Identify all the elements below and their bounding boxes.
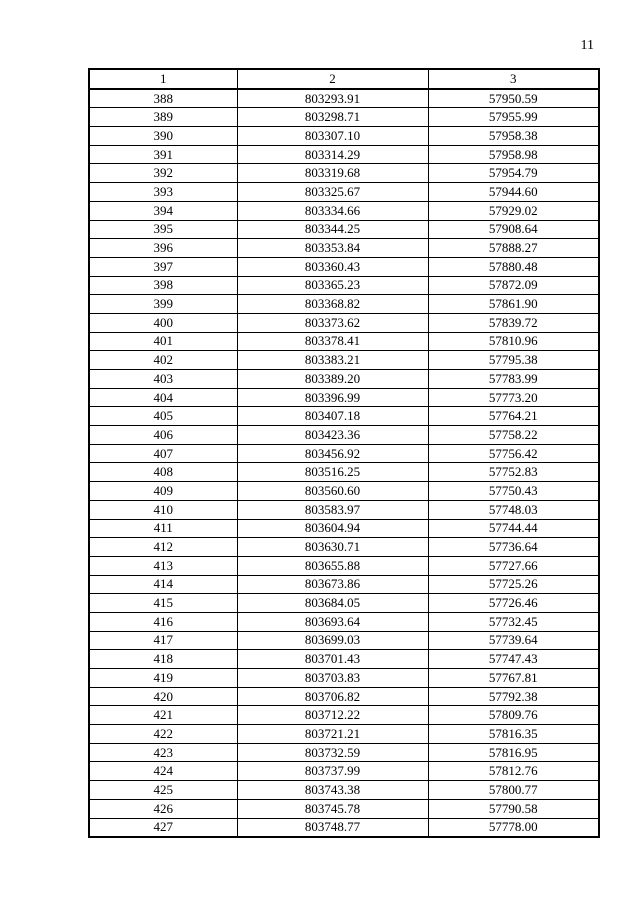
y-coordinate-cell: 57929.02	[428, 201, 599, 220]
table-row	[89, 127, 599, 146]
table-row	[89, 725, 599, 744]
y-coordinate-cell: 57809.76	[428, 706, 599, 725]
x-coordinate-cell: 803368.82	[237, 295, 428, 314]
table-row	[89, 388, 599, 407]
table-row	[89, 407, 599, 426]
y-coordinate-cell: 57792.38	[428, 687, 599, 706]
table-row	[89, 164, 599, 183]
table-row	[89, 220, 599, 239]
x-coordinate-cell: 803383.21	[237, 351, 428, 370]
point-number-cell: 418	[89, 650, 237, 669]
y-coordinate-cell: 57958.38	[428, 127, 599, 146]
y-coordinate-cell: 57739.64	[428, 631, 599, 650]
y-coordinate-cell: 57732.45	[428, 612, 599, 631]
x-coordinate-cell: 803703.83	[237, 669, 428, 688]
point-number-cell: 410	[89, 500, 237, 519]
y-coordinate-cell: 57954.79	[428, 164, 599, 183]
y-coordinate-cell: 57744.44	[428, 519, 599, 538]
point-number-cell: 426	[89, 799, 237, 818]
y-coordinate-cell: 57725.26	[428, 575, 599, 594]
point-number-cell: 419	[89, 669, 237, 688]
point-number-cell: 405	[89, 407, 237, 426]
table-row	[89, 89, 599, 108]
x-coordinate-cell: 803423.36	[237, 426, 428, 445]
x-coordinate-cell: 803693.64	[237, 612, 428, 631]
point-number-cell: 394	[89, 201, 237, 220]
x-coordinate-cell: 803319.68	[237, 164, 428, 183]
y-coordinate-cell: 57750.43	[428, 482, 599, 501]
point-number-cell: 407	[89, 444, 237, 463]
y-coordinate-cell: 57958.98	[428, 145, 599, 164]
x-coordinate-cell: 803701.43	[237, 650, 428, 669]
x-coordinate-cell: 803732.59	[237, 743, 428, 762]
point-number-cell: 404	[89, 388, 237, 407]
y-coordinate-cell: 57758.22	[428, 426, 599, 445]
x-coordinate-cell: 803604.94	[237, 519, 428, 538]
x-coordinate-cell: 803684.05	[237, 594, 428, 613]
table-row	[89, 519, 599, 538]
point-number-cell: 412	[89, 538, 237, 557]
point-number-cell: 421	[89, 706, 237, 725]
point-number-cell: 399	[89, 295, 237, 314]
point-number-cell: 414	[89, 575, 237, 594]
column-header-1: 1	[89, 69, 237, 89]
x-coordinate-cell: 803353.84	[237, 239, 428, 258]
point-number-cell: 413	[89, 556, 237, 575]
table-row	[89, 743, 599, 762]
x-coordinate-cell: 803456.92	[237, 444, 428, 463]
point-number-cell: 408	[89, 463, 237, 482]
point-number-cell: 400	[89, 313, 237, 332]
y-coordinate-cell: 57783.99	[428, 370, 599, 389]
y-coordinate-cell: 57726.46	[428, 594, 599, 613]
point-number-cell: 420	[89, 687, 237, 706]
x-coordinate-cell: 803293.91	[237, 89, 428, 108]
table-row	[89, 594, 599, 613]
y-coordinate-cell: 57955.99	[428, 108, 599, 127]
table-row	[89, 799, 599, 818]
x-coordinate-cell: 803673.86	[237, 575, 428, 594]
y-coordinate-cell: 57839.72	[428, 313, 599, 332]
table-row	[89, 687, 599, 706]
table-row	[89, 370, 599, 389]
table-row	[89, 556, 599, 575]
table-row	[89, 650, 599, 669]
table-row	[89, 313, 599, 332]
table-row	[89, 332, 599, 351]
x-coordinate-cell: 803655.88	[237, 556, 428, 575]
y-coordinate-cell: 57778.00	[428, 818, 599, 837]
x-coordinate-cell: 803583.97	[237, 500, 428, 519]
table-row	[89, 257, 599, 276]
table-row	[89, 612, 599, 631]
x-coordinate-cell: 803334.66	[237, 201, 428, 220]
x-coordinate-cell: 803712.22	[237, 706, 428, 725]
x-coordinate-cell: 803365.23	[237, 276, 428, 295]
table-row	[89, 183, 599, 202]
x-coordinate-cell: 803721.21	[237, 725, 428, 744]
point-number-cell: 390	[89, 127, 237, 146]
y-coordinate-cell: 57950.59	[428, 89, 599, 108]
x-coordinate-cell: 803378.41	[237, 332, 428, 351]
point-number-cell: 401	[89, 332, 237, 351]
table-row	[89, 276, 599, 295]
table-row	[89, 426, 599, 445]
point-number-cell: 392	[89, 164, 237, 183]
y-coordinate-cell: 57872.09	[428, 276, 599, 295]
x-coordinate-cell: 803325.67	[237, 183, 428, 202]
y-coordinate-cell: 57880.48	[428, 257, 599, 276]
y-coordinate-cell: 57816.35	[428, 725, 599, 744]
x-coordinate-cell: 803743.38	[237, 781, 428, 800]
point-number-cell: 422	[89, 725, 237, 744]
table-row	[89, 538, 599, 557]
y-coordinate-cell: 57861.90	[428, 295, 599, 314]
table-row	[89, 575, 599, 594]
table-row	[89, 500, 599, 519]
x-coordinate-cell: 803699.03	[237, 631, 428, 650]
x-coordinate-cell: 803360.43	[237, 257, 428, 276]
x-coordinate-cell: 803560.60	[237, 482, 428, 501]
x-coordinate-cell: 803298.71	[237, 108, 428, 127]
y-coordinate-cell: 57800.77	[428, 781, 599, 800]
x-coordinate-cell: 803748.77	[237, 818, 428, 837]
y-coordinate-cell: 57908.64	[428, 220, 599, 239]
point-number-cell: 417	[89, 631, 237, 650]
y-coordinate-cell: 57727.66	[428, 556, 599, 575]
point-number-cell: 403	[89, 370, 237, 389]
x-coordinate-cell: 803396.99	[237, 388, 428, 407]
table-row	[89, 201, 599, 220]
point-number-cell: 427	[89, 818, 237, 837]
y-coordinate-cell: 57888.27	[428, 239, 599, 258]
point-number-cell: 424	[89, 762, 237, 781]
y-coordinate-cell: 57747.43	[428, 650, 599, 669]
x-coordinate-cell: 803737.99	[237, 762, 428, 781]
table-body	[89, 89, 599, 838]
table-row	[89, 781, 599, 800]
point-number-cell: 411	[89, 519, 237, 538]
header-row	[89, 69, 599, 89]
point-number-cell: 416	[89, 612, 237, 631]
point-number-cell: 389	[89, 108, 237, 127]
point-number-cell: 398	[89, 276, 237, 295]
y-coordinate-cell: 57752.83	[428, 463, 599, 482]
point-number-cell: 425	[89, 781, 237, 800]
point-number-cell: 397	[89, 257, 237, 276]
column-header-2: 2	[237, 69, 428, 89]
x-coordinate-cell: 803373.62	[237, 313, 428, 332]
y-coordinate-cell: 57764.21	[428, 407, 599, 426]
x-coordinate-cell: 803516.25	[237, 463, 428, 482]
point-number-cell: 396	[89, 239, 237, 258]
y-coordinate-cell: 57790.58	[428, 799, 599, 818]
x-coordinate-cell: 803745.78	[237, 799, 428, 818]
table-row	[89, 631, 599, 650]
coordinates-table	[88, 68, 600, 838]
x-coordinate-cell: 803706.82	[237, 687, 428, 706]
point-number-cell: 406	[89, 426, 237, 445]
table-row	[89, 706, 599, 725]
y-coordinate-cell: 57773.20	[428, 388, 599, 407]
point-number-cell: 388	[89, 89, 237, 108]
y-coordinate-cell: 57810.96	[428, 332, 599, 351]
column-header-3: 3	[428, 69, 599, 89]
page-number: 11	[580, 38, 594, 53]
y-coordinate-cell: 57812.76	[428, 762, 599, 781]
y-coordinate-cell: 57816.95	[428, 743, 599, 762]
table-row	[89, 463, 599, 482]
x-coordinate-cell: 803314.29	[237, 145, 428, 164]
table-row	[89, 762, 599, 781]
table-row	[89, 818, 599, 837]
x-coordinate-cell: 803389.20	[237, 370, 428, 389]
table-row	[89, 145, 599, 164]
x-coordinate-cell: 803307.10	[237, 127, 428, 146]
y-coordinate-cell: 57944.60	[428, 183, 599, 202]
point-number-cell: 423	[89, 743, 237, 762]
table-row	[89, 669, 599, 688]
table-row	[89, 108, 599, 127]
x-coordinate-cell: 803630.71	[237, 538, 428, 557]
table-row	[89, 444, 599, 463]
point-number-cell: 391	[89, 145, 237, 164]
x-coordinate-cell: 803344.25	[237, 220, 428, 239]
point-number-cell: 402	[89, 351, 237, 370]
x-coordinate-cell: 803407.18	[237, 407, 428, 426]
y-coordinate-cell: 57795.38	[428, 351, 599, 370]
table-row	[89, 295, 599, 314]
y-coordinate-cell: 57767.81	[428, 669, 599, 688]
table-row	[89, 239, 599, 258]
y-coordinate-cell: 57748.03	[428, 500, 599, 519]
table-row	[89, 351, 599, 370]
y-coordinate-cell: 57756.42	[428, 444, 599, 463]
table-header	[89, 69, 599, 89]
point-number-cell: 415	[89, 594, 237, 613]
y-coordinate-cell: 57736.64	[428, 538, 599, 557]
point-number-cell: 409	[89, 482, 237, 501]
point-number-cell: 393	[89, 183, 237, 202]
table-row	[89, 482, 599, 501]
point-number-cell: 395	[89, 220, 237, 239]
